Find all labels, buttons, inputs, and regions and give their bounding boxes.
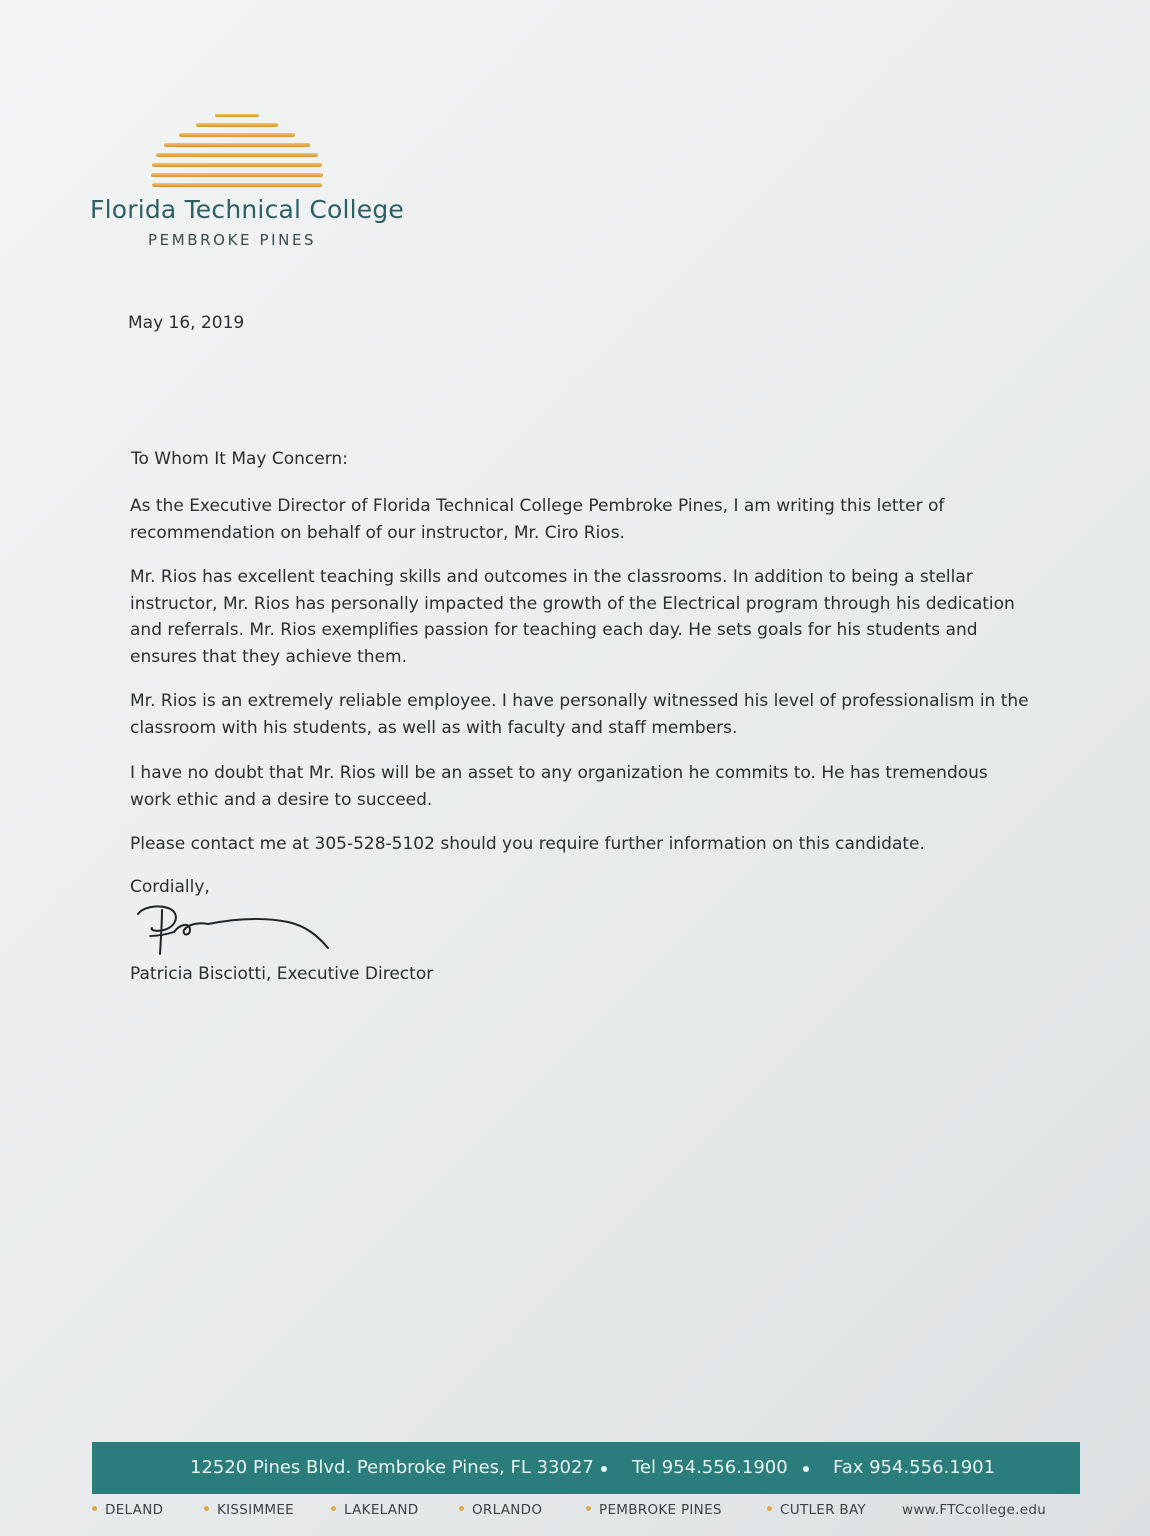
bullet-icon bbox=[92, 1506, 97, 1511]
letter-salutation: To Whom It May Concern: bbox=[131, 449, 348, 469]
signature-icon bbox=[128, 900, 338, 962]
paragraph-contact: Please contact me at 305-528-5102 should you require further information on this candidate. bbox=[130, 834, 925, 854]
footer-fax: Fax 954.556.1901 bbox=[833, 1457, 996, 1478]
campus-item: CUTLER BAY bbox=[767, 1502, 866, 1518]
letter-date: May 16, 2019 bbox=[128, 313, 245, 333]
signer-name: Patricia Bisciotti, Executive Director bbox=[130, 964, 434, 984]
campus-item: ORLANDO bbox=[459, 1502, 542, 1518]
letter-closing: Cordially, bbox=[130, 877, 210, 897]
college-name: Florida Technical College bbox=[90, 195, 404, 224]
college-campus: PEMBROKE PINES bbox=[148, 231, 317, 249]
paragraph-reliability: Mr. Rios is an extremely reliable employee. I have personally witnessed his level of professionalism in the classroom with his students, as well as with faculty and staff members. bbox=[130, 691, 1029, 738]
bullet-icon bbox=[459, 1506, 464, 1511]
paragraph-asset: I have no doubt that Mr. Rios will be an asset to any organization he commits to. He has tremendous work ethic and a desire to succeed. bbox=[130, 763, 988, 810]
paragraph-intro: As the Executive Director of Florida Technical College Pembroke Pines, I am writing this letter of recommendation on behalf of our instructor, Mr. Ciro Rios. bbox=[130, 496, 945, 543]
campus-item: DELAND bbox=[92, 1502, 163, 1518]
footer-band bbox=[92, 1442, 1080, 1494]
campus-list bbox=[92, 1502, 1082, 1522]
bullet-icon bbox=[767, 1506, 772, 1511]
college-logo-icon bbox=[146, 112, 328, 192]
paragraph-teaching: Mr. Rios has excellent teaching skills and outcomes in the classrooms. In addition to being a stellar instructor, Mr. Rios has personally impacted the growth of the Electrical program through his dedication and referrals. Mr. Rios exemplifies passion for teaching each day. He sets goals for his students and ensures that they achieve them. bbox=[130, 567, 1015, 667]
bullet-icon bbox=[204, 1506, 209, 1511]
footer-address: 12520 Pines Blvd. Pembroke Pines, FL 33027 bbox=[190, 1457, 594, 1478]
campus-item: LAKELAND bbox=[331, 1502, 418, 1518]
bullet-icon bbox=[331, 1506, 336, 1511]
bullet-icon bbox=[586, 1506, 591, 1511]
campus-item: KISSIMMEE bbox=[204, 1502, 294, 1518]
separator-dot-icon bbox=[601, 1466, 607, 1472]
campus-item: PEMBROKE PINES bbox=[586, 1502, 722, 1518]
footer-tel: Tel 954.556.1900 bbox=[632, 1457, 788, 1478]
website-link[interactable]: www.FTCcollege.edu bbox=[902, 1502, 1047, 1518]
separator-dot-icon bbox=[803, 1466, 809, 1472]
